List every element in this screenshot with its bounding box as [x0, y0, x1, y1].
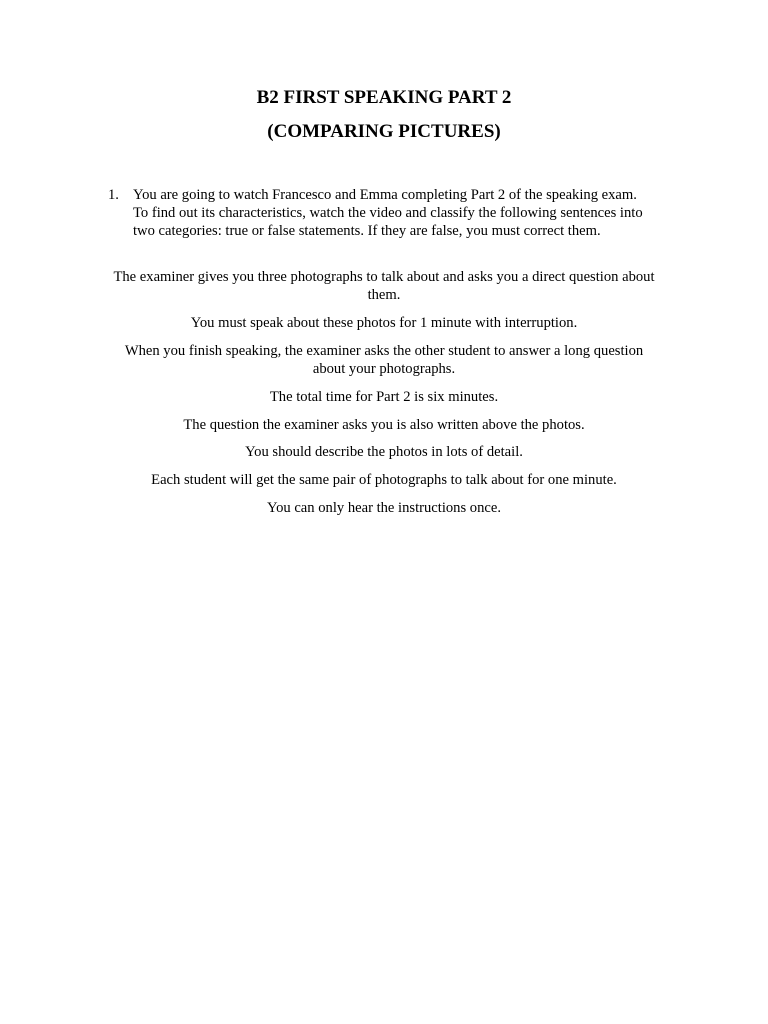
instruction-text: You are going to watch Francesco and Emma completing Part 2 of the speaking exam. To find out its characteristics, watch the video and classify the following sentences into two categories: true or false statements. If they are false, you must correct them. — [133, 187, 643, 240]
statement-item: The examiner gives you three photographs to talk about and asks you a direct question about them. — [113, 269, 655, 304]
statement-list — [108, 268, 660, 527]
statement-item: You should describe the photos in lots of detail. — [245, 444, 523, 461]
statement-item: You must speak about these photos for 1 minute with interruption. — [190, 315, 578, 331]
statement-item: When you finish speaking, the examiner asks the other student to answer a long question about your photographs. — [124, 342, 644, 377]
instruction-item — [108, 186, 648, 241]
statement-item: The question the examiner asks you is also written above the photos. — [183, 416, 585, 433]
page-title: B2 FIRST SPEAKING PART 2 — [256, 87, 512, 108]
statement-item: The total time for Part 2 is six minutes. — [269, 388, 499, 405]
instruction-number: 1. — [108, 187, 119, 203]
statement-item: You can only hear the instructions once. — [267, 499, 501, 516]
page-subtitle: (COMPARING PICTURES) — [267, 121, 501, 142]
statement-item: Each student will get the same pair of photographs to talk about for one minute. — [151, 472, 617, 489]
